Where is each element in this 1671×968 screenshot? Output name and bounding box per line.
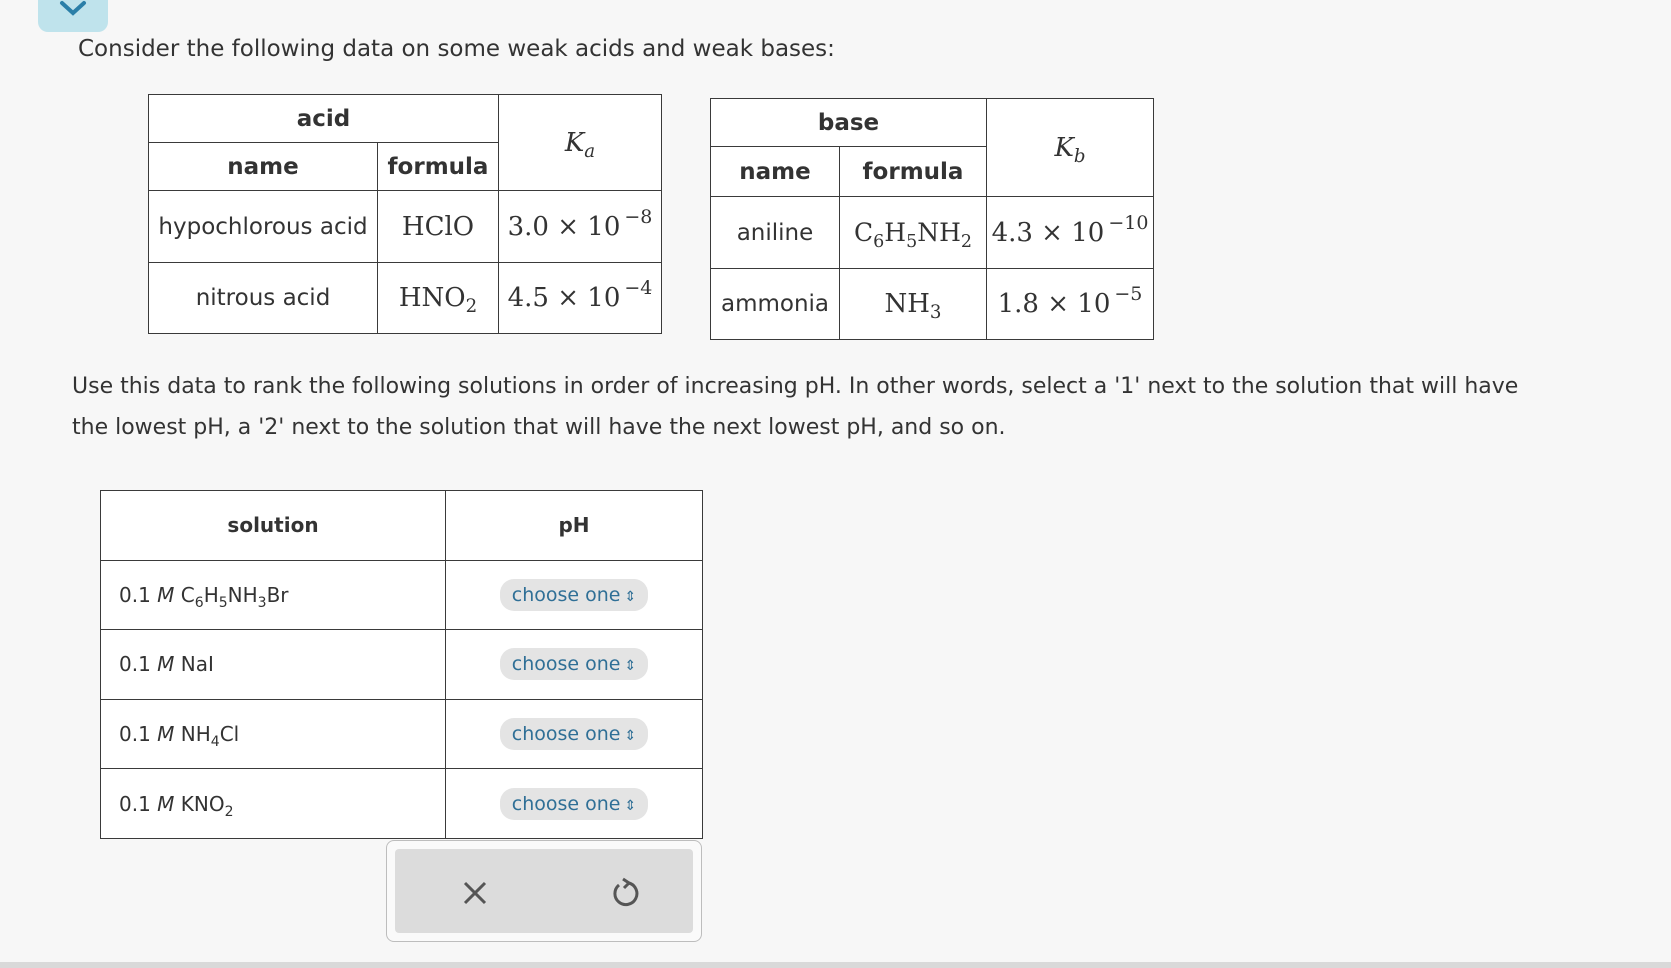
base-name-cell: ammonia <box>711 268 840 339</box>
rank-select[interactable]: choose one ⇕ <box>500 648 648 680</box>
base-name-header: name <box>711 147 840 197</box>
ka-value-cell: 4.5 × 10 $^{-4}$ <box>499 262 662 333</box>
acid-formula-header: formula <box>378 143 499 191</box>
base-formula-cell: $NH_3$ <box>840 268 987 339</box>
instructions <box>72 366 1518 448</box>
undo-icon <box>605 873 645 913</box>
base-formula-header: formula <box>840 147 987 197</box>
x-icon <box>455 873 495 913</box>
base-table <box>710 98 1154 340</box>
solution-label: 0.1 M $C_6H_5NH_3Br$ <box>101 560 446 630</box>
action-panel <box>386 840 702 942</box>
ph-cell <box>446 560 703 630</box>
solution-table <box>100 490 703 839</box>
acid-formula-cell: HClO <box>378 191 499 262</box>
acid-table <box>148 94 662 334</box>
kb-value-cell: 4.3 × 10 $^{-10}$ <box>987 197 1154 268</box>
acid-formula-cell: $HNO_2$ <box>378 262 499 333</box>
solution-header: solution <box>101 491 446 561</box>
acid-group-header: acid <box>149 95 499 143</box>
kb-header: $K_b$ <box>987 99 1154 197</box>
rank-select[interactable]: choose one ⇕ <box>500 579 648 611</box>
instructions-line: Use this data to rank the following solutions in order of increasing pH. In other words, select a '1' next to the solution that will have <box>72 374 1519 399</box>
up-down-chevron-icon: ⇕ <box>624 658 637 675</box>
base-formula-cell: $C_6H_5NH_2$ <box>840 197 987 268</box>
acid-name-cell: hypochlorous acid <box>149 191 378 262</box>
up-down-chevron-icon: ⇕ <box>624 728 637 745</box>
base-group-header: base <box>711 99 987 147</box>
clear-button[interactable] <box>455 873 495 913</box>
ph-cell <box>446 630 703 700</box>
rank-select[interactable]: choose one ⇕ <box>500 718 648 750</box>
ph-cell <box>446 699 703 769</box>
instructions-line: the lowest pH, a '2' next to the solution that will have the next lowest pH, and so on. <box>72 415 1006 440</box>
rank-select[interactable]: choose one ⇕ <box>500 788 648 820</box>
chevron-down-icon <box>58 0 88 18</box>
ka-header: $K_a$ <box>499 95 662 191</box>
collapse-tab[interactable] <box>38 0 108 32</box>
acid-name-header: name <box>149 143 378 191</box>
bottom-strip <box>0 962 1671 968</box>
kb-value-cell: 1.8 × 10 $^{-5}$ <box>987 268 1154 339</box>
acid-name-cell: nitrous acid <box>149 262 378 333</box>
intro-text: Consider the following data on some weak acids and weak bases: <box>78 36 835 62</box>
undo-button[interactable] <box>605 873 645 913</box>
solution-label: 0.1 M $NH_4Cl$ <box>101 699 446 769</box>
action-bar <box>395 849 693 933</box>
ka-value-cell: 3.0 × 10 $^{-8}$ <box>499 191 662 262</box>
solution-label: 0.1 M NaI <box>101 630 446 700</box>
ph-cell <box>446 769 703 839</box>
up-down-chevron-icon: ⇕ <box>624 588 637 605</box>
up-down-chevron-icon: ⇕ <box>624 797 637 814</box>
ph-header: pH <box>446 491 703 561</box>
base-name-cell: aniline <box>711 197 840 268</box>
solution-label: 0.1 M $KNO_2$ <box>101 769 446 839</box>
